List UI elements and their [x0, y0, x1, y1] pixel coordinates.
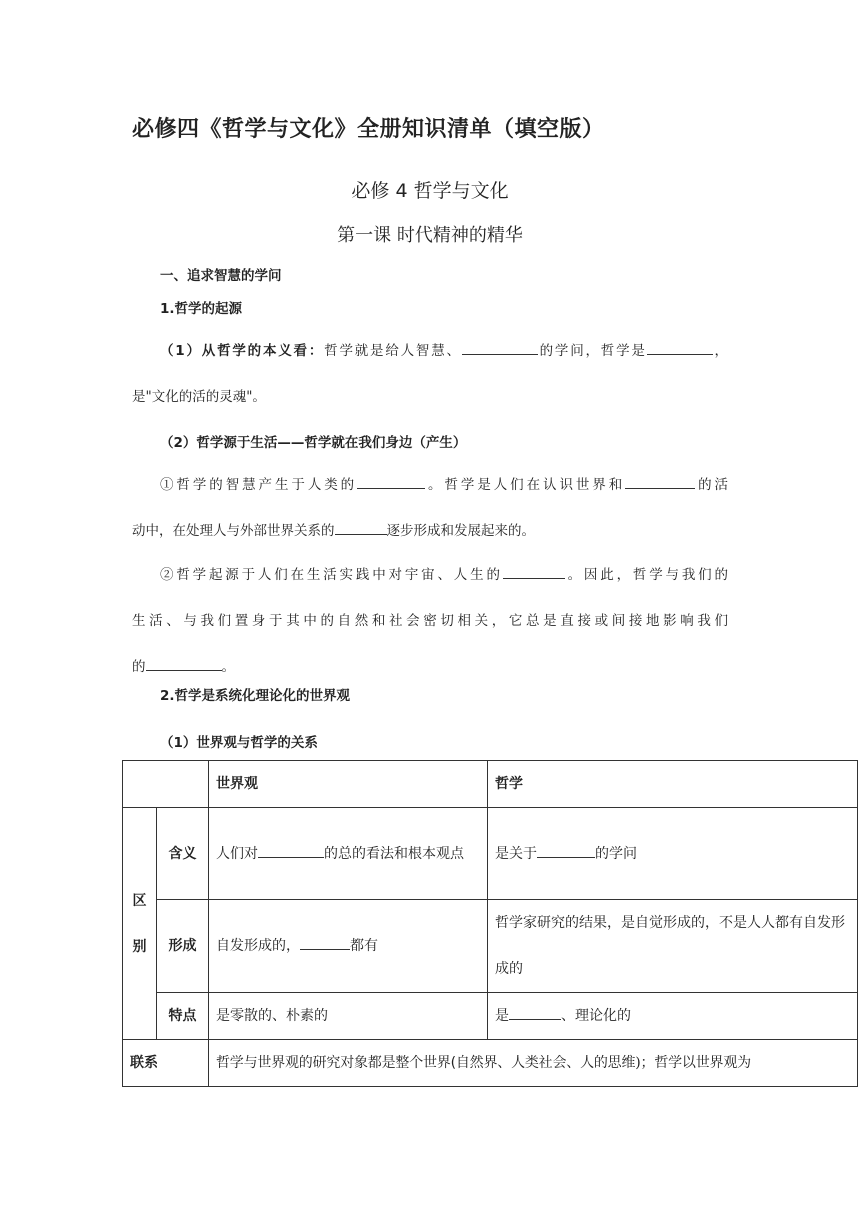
fill-blank[interactable] [625, 474, 695, 489]
section-heading: 一、追求智慧的学问 [160, 268, 282, 284]
worldview-meaning-cell [209, 808, 488, 900]
column-header-philosophy: 哲学 [488, 761, 858, 808]
link-cell [209, 1040, 858, 1087]
text-run: 生活、与我们置身于其中的自然和社会密切相关，它总是直接或间接地影响我们 [132, 613, 728, 629]
philosophy-feature-cell [488, 993, 858, 1040]
fill-blank[interactable] [509, 1005, 561, 1020]
table-row [123, 808, 858, 900]
row-label: 形成 [157, 900, 209, 993]
book-subtitle: 必修 4 哲学与文化 [351, 180, 509, 202]
paragraph-heading-source: （2）哲学源于生活——哲学就在我们身边（产生） [160, 435, 467, 451]
table-row [123, 993, 858, 1040]
paragraph-wisdom [132, 462, 728, 554]
philosophy-meaning-cell [488, 808, 858, 900]
table-row-link [123, 1040, 858, 1087]
text-run: 。 [221, 659, 235, 675]
text-run: ， [712, 343, 728, 359]
fill-blank[interactable] [462, 340, 538, 355]
fill-blank[interactable] [300, 935, 350, 950]
philosophy-formation-cell: 哲学家研究的结果，是自觉形成的，不是人人都有自发形成的 [488, 900, 858, 993]
column-header-worldview: 世界观 [209, 761, 488, 808]
fill-blank[interactable] [537, 843, 595, 858]
table-corner-cell [123, 761, 209, 808]
worldview-feature-cell: 是零散的、朴素的 [209, 993, 488, 1040]
subsection-heading-origin: 1.哲学的起源 [160, 301, 243, 317]
paragraph-meaning [132, 328, 728, 420]
text-run: 的 [132, 659, 146, 675]
text-run: ①哲学的智慧产生于人类的 [160, 477, 358, 493]
text-run: 、理论化的 [561, 1008, 631, 1024]
table-caption: （1）世界观与哲学的关系 [160, 735, 318, 751]
fill-blank[interactable] [357, 474, 425, 489]
text-run: 逐步形成和发展起来的。 [386, 523, 535, 539]
document-title: 必修四《哲学与文化》全册知识清单（填空版） [132, 117, 605, 142]
text-run: 动中，在处理人与外部世界关系的 [132, 523, 335, 539]
row-label-link: 联系 [123, 1040, 209, 1087]
fill-blank[interactable] [146, 656, 222, 671]
row-label: 含义 [157, 808, 209, 900]
group-label-text: 区别 [132, 892, 147, 955]
text-run: 自然界、人类社会、人的思维)；哲学以世界观为 [455, 1055, 751, 1071]
text-run: 是 [495, 1008, 509, 1024]
paragraph-label: （1）从哲学的本义看： [160, 343, 325, 359]
text-run: 都有 [350, 938, 378, 954]
text-run: 的活 [695, 477, 729, 493]
group-label-difference [123, 808, 157, 1040]
table-row [123, 900, 858, 993]
fill-blank[interactable] [647, 340, 713, 355]
text-run: 。哲学是人们在认识世界和 [425, 477, 626, 493]
text-run: 人们对 [216, 845, 258, 862]
worldview-philosophy-table [122, 760, 858, 1087]
text-run: 哲学与世界观的研究对象都是整个世界( [216, 1055, 456, 1071]
paragraph-origin [132, 552, 728, 690]
table-header-row [123, 761, 858, 808]
lesson-title: 第一课 时代精神的精华 [337, 225, 523, 246]
text-run: 的总的看法和根本观点 [324, 845, 464, 862]
subsection-heading-worldview: 2.哲学是系统化理论化的世界观 [160, 688, 351, 704]
fill-blank[interactable] [335, 520, 387, 535]
text-run: 是"文化的活的灵魂"。 [132, 389, 266, 405]
text-run: 自发形成的， [216, 938, 300, 954]
fill-blank[interactable] [503, 564, 565, 579]
fill-blank[interactable] [258, 843, 324, 858]
text-run: ②哲学起源于人们在生活实践中对宇宙、人生的 [160, 567, 503, 583]
text-run: 是关于 [495, 845, 537, 862]
text-run: 。因此，哲学与我们的 [564, 567, 729, 583]
worldview-formation-cell [209, 900, 488, 993]
text-run: 哲学就是给人智慧、 [324, 343, 462, 359]
text-run: 的学问 [595, 845, 637, 862]
row-label: 特点 [157, 993, 209, 1040]
text-run: 的学问，哲学是 [537, 343, 647, 359]
